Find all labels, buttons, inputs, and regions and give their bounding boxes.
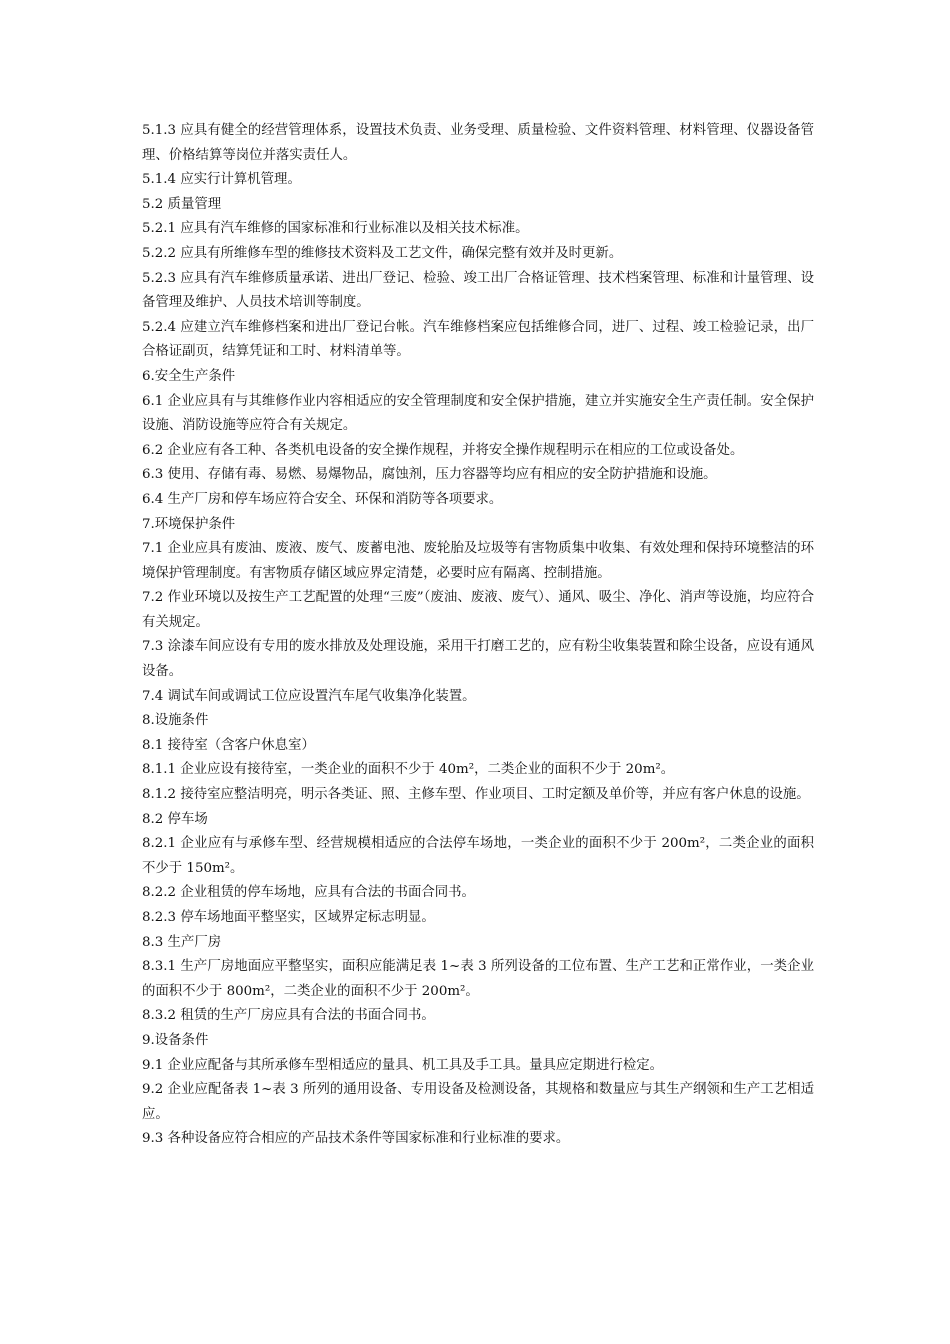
heading-8-1: 8.1 接待室（含客户休息室） <box>142 737 315 753</box>
paragraph-9-1: 9.1 企业应配备与其所承修车型相适应的量具、机工具及手工具。量具应定期进行检定。 <box>142 1057 664 1073</box>
paragraph-7-1: 7.1 企业应具有废油、废液、废气、废蓄电池、废轮胎及垃圾等有害物质集中收集、有效处理和保持环境整洁的环境保护管理制度。有害物质存储区域应界定清楚，必要时应有隔离、控制措施。 <box>142 541 814 581</box>
paragraph-5-2-2: 5.2.2 应具有所维修车型的维修技术资料及工艺文件，确保完整有效并及时更新。 <box>142 245 623 261</box>
paragraph-6-1: 6.1 企业应具有与其维修作业内容相适应的安全管理制度和安全保护措施，建立并实施安全生产责任制。安全保护设施、消防设施等应符合有关规定。 <box>142 393 814 434</box>
paragraph-9-3: 9.3 各种设备应符合相应的产品技术条件等国家标准和行业标准的要求。 <box>142 1131 570 1147</box>
heading-9: 9.设备条件 <box>142 1032 209 1048</box>
paragraph-7-3: 7.3 涂漆车间应设有专用的废水排放及处理设施，采用干打磨工艺的，应有粉尘收集装置和除尘设备，应设有通风设备。 <box>142 639 814 680</box>
heading-8-3: 8.3 生产厂房 <box>142 934 222 950</box>
paragraph-8-3-2: 8.3.2 租赁的生产厂房应具有合法的书面合同书。 <box>142 1008 435 1024</box>
paragraph-6-3: 6.3 使用、存储有毒、易燃、易爆物品，腐蚀剂，压力容器等均应有相应的安全防护措施和设施。 <box>142 467 717 483</box>
heading-8-2: 8.2 停车场 <box>142 811 208 827</box>
document-body <box>142 119 814 1152</box>
heading-8: 8.设施条件 <box>142 713 209 729</box>
paragraph-6-4: 6.4 生产厂房和停车场应符合安全、环保和消防等各项要求。 <box>142 491 503 507</box>
paragraph-8-2-3: 8.2.3 停车场地面平整坚实，区域界定标志明显。 <box>142 910 435 925</box>
paragraph-9-2: 9.2 企业应配备表 1~表 3 所列的通用设备、专用设备及检测设备，其规格和数量应与其生产纲领和生产工艺相适应。 <box>142 1082 814 1122</box>
heading-6: 6.安全生产条件 <box>142 368 236 384</box>
paragraph-5-1-4: 5.1.4 应实行计算机管理。 <box>142 172 301 188</box>
paragraph-8-2-1: 8.2.1 企业应有与承修车型、经营规模相适应的合法停车场地，一类企业的面积不少于 200m²，二类企业的面积不少于 150m²。 <box>142 836 814 876</box>
paragraph-5-2-4: 5.2.4 应建立汽车维修档案和进出厂登记台帐。汽车维修档案应包括维修合同，进厂、过程、竣工检验记录，出厂合格证副页，结算凭证和工时、材料清单等。 <box>142 319 814 360</box>
paragraph-6-2: 6.2 企业应有各工种、各类机电设备的安全操作规程，并将安全操作规程明示在相应的工位或设备处。 <box>142 442 744 458</box>
paragraph-5-1-3: 5.1.3 应具有健全的经营管理体系，设置技术负责、业务受理、质量检验、文件资料管理、材料管理、仪器设备管理、价格结算等岗位并落实责任人。 <box>142 123 814 163</box>
paragraph-8-1-1: 8.1.1 企业应设有接待室，一类企业的面积不少于 40m²，二类企业的面积不少于 20m²。 <box>142 762 675 778</box>
paragraph-8-3-1: 8.3.1 生产厂房地面应平整坚实，面积应能满足表 1~表 3 所列设备的工位布置、生产工艺和正常作业，一类企业的面积不少于 800m²，二类企业的面积不少于 200m²。 <box>142 959 814 999</box>
paragraph-5-2-3: 5.2.3 应具有汽车维修质量承诺、进出厂登记、检验、竣工出厂合格证管理、技术档案管理、标准和计量管理、设备管理及维护、人员技术培训等制度。 <box>142 270 814 311</box>
heading-7: 7.环境保护条件 <box>142 516 236 532</box>
paragraph-7-2: 7.2 作业环境以及按生产工艺配置的处理“三废”（废油、废液、废气）、通风、吸尘、净化、消声等设施，均应符合有关规定。 <box>142 590 814 630</box>
heading-5-2: 5.2 质量管理 <box>142 196 222 212</box>
paragraph-5-2-1: 5.2.1 应具有汽车维修的国家标准和行业标准以及相关技术标准。 <box>142 221 529 237</box>
paragraph-7-4: 7.4 调试车间或调试工位应设置汽车尾气收集净化装置。 <box>142 688 476 704</box>
paragraph-8-2-2: 8.2.2 企业租赁的停车场地，应具有合法的书面合同书。 <box>142 885 475 901</box>
paragraph-8-1-2: 8.1.2 接待室应整洁明亮，明示各类证、照、主修车型、作业项目、工时定额及单价等，并应有客户休息的设施。 <box>142 787 810 803</box>
